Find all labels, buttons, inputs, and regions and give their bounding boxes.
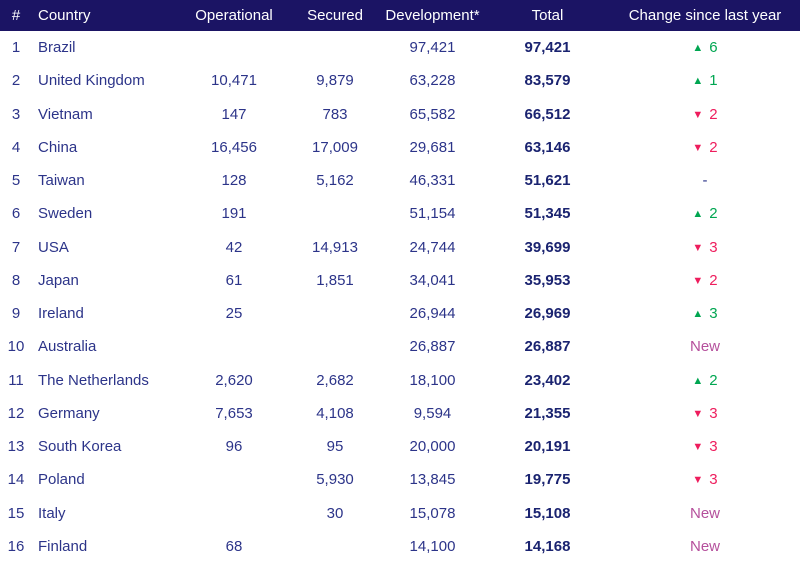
change-up-icon: ▲: [692, 208, 704, 221]
total-cell: 26,969: [524, 305, 571, 323]
development-cell: 46,331: [409, 172, 456, 190]
operational-cell: 7,653: [215, 404, 253, 422]
table-row: [0, 164, 800, 197]
secured-cell: 5,930: [316, 471, 354, 489]
change-value: 3: [709, 471, 718, 489]
change-cell: [610, 264, 800, 297]
table-row: [0, 430, 800, 463]
country-cell: United Kingdom: [38, 72, 145, 90]
country-cell: USA: [38, 238, 69, 256]
operational-cell: 128: [221, 172, 247, 190]
change-cell: [610, 98, 800, 131]
table-header-row: [0, 0, 800, 31]
operational-cell: [178, 463, 290, 496]
change-value: 3: [709, 305, 718, 323]
total-cell: 51,621: [524, 172, 571, 190]
change-value: 2: [709, 271, 718, 289]
rank-cell: 5: [11, 172, 21, 190]
total-cell: 97,421: [524, 39, 571, 57]
rank-cell: 7: [11, 238, 21, 256]
development-cell: 9,594: [413, 404, 452, 422]
development-cell: 97,421: [409, 39, 456, 57]
development-cell: 13,845: [409, 471, 456, 489]
table-row: [0, 364, 800, 397]
change-up-icon: ▲: [692, 374, 704, 387]
table-row: [0, 197, 800, 230]
secured-cell: 9,879: [316, 72, 354, 90]
rank-cell: 11: [8, 371, 24, 389]
table-row: [0, 31, 800, 64]
total-cell: 19,775: [524, 471, 571, 489]
change-cell: [610, 197, 800, 230]
country-cell: Finland: [38, 537, 88, 555]
rank-cell: 6: [11, 205, 21, 223]
total-cell: 35,953: [524, 271, 571, 289]
country-cell: South Korea: [38, 438, 122, 456]
change-value: New: [689, 537, 720, 555]
secured-cell: 4,108: [316, 404, 354, 422]
change-cell: [610, 330, 800, 363]
col-header-secured: Secured: [307, 7, 363, 24]
rank-cell: 9: [11, 305, 21, 323]
col-header-change: Change since last year: [628, 7, 782, 24]
country-cell: Taiwan: [38, 172, 85, 190]
rank-cell: 8: [11, 271, 21, 289]
change-value: 1: [709, 72, 718, 90]
change-value: New: [689, 338, 720, 356]
country-cell: Poland: [38, 471, 85, 489]
total-cell: 66,512: [524, 105, 571, 123]
change-up-icon: ▲: [692, 308, 704, 321]
change-value: 3: [709, 404, 718, 422]
development-cell: 18,100: [409, 371, 456, 389]
col-header-country: Country: [38, 7, 91, 24]
development-cell: 14,100: [409, 537, 456, 555]
table-row: [0, 463, 800, 496]
rank-cell: 1: [11, 39, 21, 57]
change-down-icon: ▼: [692, 441, 704, 454]
change-value: 2: [709, 205, 718, 223]
operational-cell: 16,456: [211, 138, 257, 156]
col-header-development: Development*: [385, 7, 480, 24]
table-row: [0, 264, 800, 297]
development-cell: 29,681: [409, 138, 456, 156]
secured-cell: 30: [326, 504, 344, 522]
development-cell: 15,078: [409, 504, 456, 522]
rank-cell: 16: [7, 537, 25, 555]
secured-cell: [290, 330, 380, 363]
total-cell: 26,887: [524, 338, 571, 356]
table-row: [0, 530, 800, 563]
operational-cell: 10,471: [211, 72, 257, 90]
change-value: 2: [709, 138, 718, 156]
country-cell: China: [38, 138, 78, 156]
change-cell: [610, 231, 800, 264]
development-cell: 34,041: [409, 271, 456, 289]
secured-cell: [290, 197, 380, 230]
change-cell: [610, 463, 800, 496]
country-cell: Germany: [38, 404, 100, 422]
table-row: [0, 64, 800, 97]
col-header-total: Total: [531, 7, 564, 24]
change-value: 2: [709, 105, 718, 123]
change-cell: [610, 131, 800, 164]
development-cell: 65,582: [409, 105, 456, 123]
secured-cell: 17,009: [312, 138, 358, 156]
table-row: [0, 397, 800, 430]
development-cell: 26,944: [409, 305, 456, 323]
change-value: -: [702, 172, 708, 190]
rank-cell: 13: [7, 438, 25, 456]
rank-cell: 15: [7, 504, 25, 522]
country-cell: Sweden: [38, 205, 93, 223]
country-cell: Australia: [38, 338, 97, 356]
operational-cell: 147: [221, 105, 247, 123]
development-cell: 20,000: [409, 438, 456, 456]
country-cell: Brazil: [38, 39, 76, 57]
rank-cell: 3: [11, 105, 21, 123]
table-body: [0, 31, 800, 563]
operational-cell: 191: [221, 205, 247, 223]
rank-cell: 4: [11, 138, 21, 156]
development-cell: 26,887: [409, 338, 456, 356]
change-cell: [610, 64, 800, 97]
change-cell: [610, 297, 800, 330]
secured-cell: 14,913: [312, 238, 358, 256]
country-cell: Japan: [38, 271, 79, 289]
country-cell: Italy: [38, 504, 66, 522]
secured-cell: 5,162: [316, 172, 354, 190]
change-value: 2: [709, 371, 718, 389]
total-cell: 21,355: [524, 404, 571, 422]
secured-cell: 1,851: [316, 271, 354, 289]
secured-cell: 95: [326, 438, 344, 456]
operational-cell: 68: [225, 537, 243, 555]
total-cell: 15,108: [524, 504, 571, 522]
total-cell: 51,345: [524, 205, 571, 223]
rank-cell: 2: [11, 72, 21, 90]
change-cell: [610, 430, 800, 463]
secured-cell: [290, 297, 380, 330]
change-down-icon: ▼: [692, 407, 704, 420]
operational-cell: 96: [225, 438, 243, 456]
total-cell: 20,191: [524, 438, 571, 456]
table-row: [0, 131, 800, 164]
change-cell: [610, 364, 800, 397]
change-cell: [610, 530, 800, 563]
total-cell: 63,146: [524, 138, 571, 156]
secured-cell: 783: [322, 105, 348, 123]
operational-cell: 2,620: [215, 371, 253, 389]
country-cell: Ireland: [38, 305, 84, 323]
table-row: [0, 297, 800, 330]
col-header-rank: #: [11, 7, 21, 24]
operational-cell: 25: [225, 305, 243, 323]
total-cell: 39,699: [524, 238, 571, 256]
change-down-icon: ▼: [692, 474, 704, 487]
total-cell: 23,402: [524, 371, 571, 389]
table-row: [0, 497, 800, 530]
change-down-icon: ▼: [692, 141, 704, 154]
development-cell: 24,744: [409, 238, 456, 256]
total-cell: 83,579: [524, 72, 571, 90]
table-row: [0, 231, 800, 264]
change-down-icon: ▼: [692, 274, 704, 287]
operational-cell: [178, 330, 290, 363]
table-row: [0, 330, 800, 363]
change-value: New: [689, 504, 720, 522]
development-cell: 63,228: [409, 72, 456, 90]
change-cell: [610, 164, 800, 197]
change-cell: [610, 31, 800, 64]
col-header-operational: Operational: [195, 7, 273, 24]
operational-cell: [178, 31, 290, 64]
development-cell: 51,154: [409, 205, 456, 223]
change-cell: [610, 497, 800, 530]
operational-cell: 61: [225, 271, 243, 289]
rank-cell: 14: [7, 471, 25, 489]
change-up-icon: ▲: [692, 75, 704, 88]
rank-cell: 12: [7, 404, 25, 422]
country-cell: Vietnam: [38, 105, 93, 123]
secured-cell: [290, 530, 380, 563]
change-value: 3: [709, 438, 718, 456]
change-value: 6: [709, 39, 718, 57]
operational-cell: [178, 497, 290, 530]
change-up-icon: ▲: [692, 42, 704, 55]
change-value: 3: [709, 238, 718, 256]
secured-cell: [290, 31, 380, 64]
change-down-icon: ▼: [692, 108, 704, 121]
secured-cell: 2,682: [316, 371, 354, 389]
rank-cell: 10: [7, 338, 25, 356]
operational-cell: 42: [225, 238, 243, 256]
total-cell: 14,168: [524, 537, 571, 555]
change-cell: [610, 397, 800, 430]
country-cell: The Netherlands: [38, 371, 149, 389]
change-down-icon: ▼: [692, 241, 704, 254]
table-row: [0, 98, 800, 131]
